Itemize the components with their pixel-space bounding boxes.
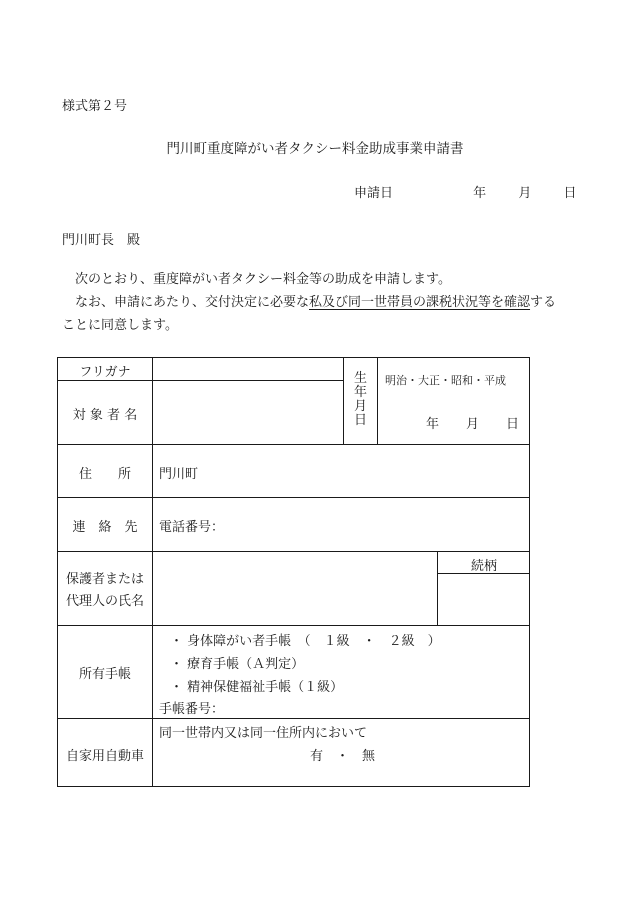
guardian-label-line-2: 代理人の氏名 <box>65 594 144 609</box>
handbook-option-rehabilitation[interactable]: ・ 療育手帳（Ａ判定） <box>170 657 305 672</box>
birth-year-label: 年 <box>426 417 440 432</box>
furigana-field[interactable] <box>153 358 343 380</box>
consent-paragraph-3: ことに同意します。 <box>62 318 178 333</box>
row-divider-5 <box>57 718 530 719</box>
row-divider-4 <box>57 625 530 626</box>
car-description: 同一世帯内又は同一住所内において <box>159 726 368 741</box>
birth-day-label: 日 <box>506 417 520 432</box>
subject-name-label: 対 象 者 名 <box>72 408 138 423</box>
document-title: 門川町重度障がい者タクシー料金助成事業申請書 <box>166 141 464 157</box>
addressee: 門川町長 殿 <box>62 233 141 248</box>
furigana-label: フリガナ <box>79 365 131 380</box>
relation-field[interactable] <box>438 574 530 625</box>
consent-text-b: する <box>530 295 557 310</box>
contact-label: 連 絡 先 <box>72 520 138 535</box>
consent-text-a: なお、申請にあたり、交付決定に必要な <box>75 295 310 310</box>
handbook-label: 所有手帳 <box>78 667 131 682</box>
address-value[interactable]: 門川町 <box>159 467 199 482</box>
birth-date-label <box>344 372 377 428</box>
handbook-option-physical[interactable]: ・ 身体障がい者手帳 （ １級 ・ ２級 ） <box>170 634 441 649</box>
era-options[interactable]: 明治・大正・昭和・平成 <box>385 374 506 387</box>
relation-label: 続柄 <box>470 559 497 574</box>
handbook-option-mental-health[interactable]: ・ 精神保健福祉手帳（１級） <box>170 680 344 695</box>
subject-name-field[interactable] <box>153 381 343 444</box>
birth-month-label: 月 <box>466 417 480 432</box>
date-month: 月 <box>518 186 532 201</box>
birth-label-divider-right <box>377 357 378 444</box>
birth-char-4: 日 <box>353 413 367 428</box>
form-number: 様式第２号 <box>62 99 128 114</box>
date-label: 申請日 <box>354 186 394 201</box>
date-day: 日 <box>563 186 577 201</box>
date-year: 年 <box>473 186 487 201</box>
consent-paragraph-1: 次のとおり、重度障がい者タクシー料金等の助成を申請します。 <box>75 272 451 287</box>
car-options[interactable]: 有 ・ 無 <box>310 749 376 764</box>
consent-underlined-text: 私及び同一世帯員の課税状況等を確認 <box>309 295 531 310</box>
row-divider-2 <box>57 497 530 498</box>
birth-char-3: 月 <box>353 399 367 414</box>
guardian-name-field[interactable] <box>153 552 437 625</box>
car-label: 自家用自動車 <box>65 749 144 764</box>
birth-char-2: 年 <box>353 385 367 400</box>
guardian-label-line-1: 保護者または <box>65 572 144 587</box>
address-label: 住 所 <box>78 467 131 482</box>
birth-char-1: 生 <box>353 371 367 386</box>
phone-label[interactable]: 電話番号： <box>159 520 225 535</box>
handbook-number-label[interactable]: 手帳番号： <box>159 702 225 717</box>
row-divider-1 <box>57 444 530 445</box>
